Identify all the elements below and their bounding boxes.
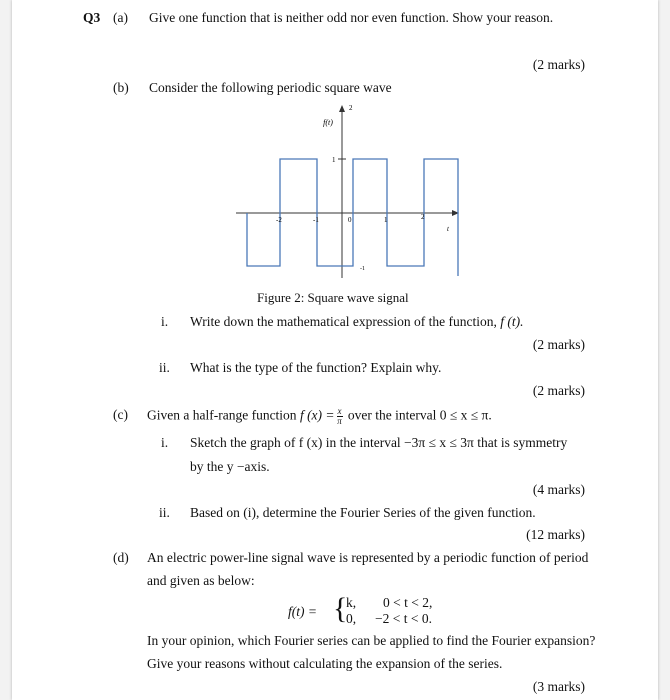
- part-c-i-line2: by the y −axis.: [190, 459, 270, 474]
- x-tick-label-m1: -1: [313, 216, 319, 224]
- x-tick-label-m2: -2: [276, 216, 282, 224]
- y-axis-label: f(t): [323, 118, 333, 127]
- y-tick-label-2: 2: [349, 104, 353, 112]
- part-b-text: Consider the following periodic square wave: [149, 80, 392, 95]
- x-tick-label-p2: 2: [421, 213, 425, 221]
- x-tick-label-p1: 1: [384, 216, 388, 224]
- piecewise-case1-condition: 0 < t < 2,: [383, 595, 433, 610]
- piecewise-case2-condition: −2 < t < 0.: [375, 611, 432, 626]
- part-d-label: (d): [113, 550, 129, 565]
- part-a-label: (a): [113, 10, 128, 25]
- fraction-x-over-pi: $\frac{x}{\pi}$: [337, 406, 342, 426]
- part-c-i-line1: Sketch the graph of f (x) in the interval −3π ≤ x ≤ 3π that is symmetry: [190, 435, 568, 450]
- part-c-ii-label: ii.: [159, 505, 170, 520]
- part-b-ii-text: What is the type of the function? Explain why.: [190, 360, 442, 375]
- part-b-label: (b): [113, 80, 129, 95]
- part-d-line1: An electric power-line signal wave is represented by a periodic function of period: [147, 550, 589, 565]
- part-d-marks: (3 marks): [532, 679, 585, 694]
- piecewise-brace: {: [333, 592, 348, 625]
- part-c-i-label: i.: [161, 435, 169, 450]
- part-b-ii-label: ii.: [159, 360, 170, 375]
- part-a-text: Give one function that is neither odd nor even function. Show your reason.: [149, 10, 554, 25]
- question-number: Q3: [83, 10, 101, 25]
- part-a-marks: (2 marks): [532, 57, 585, 72]
- part-c-i-marks: (4 marks): [532, 482, 585, 497]
- part-c-label: (c): [113, 407, 128, 422]
- x-axis-label: t: [447, 225, 449, 233]
- piecewise-case1-value: k,: [346, 595, 357, 610]
- part-b-i-label: i.: [161, 314, 169, 329]
- y-axis-arrow: [339, 105, 345, 112]
- square-wave-figure: [232, 100, 462, 280]
- part-b-i-marks: (2 marks): [532, 337, 585, 352]
- piecewise-case2-value: 0,: [346, 611, 357, 626]
- y-tick-label-1: 1: [332, 156, 336, 164]
- y-tick-label-neg1: -1: [360, 266, 365, 272]
- part-c-ii-text: Based on (i), determine the Fourier Series of the given function.: [190, 505, 536, 520]
- part-d-line2: and given as below:: [147, 573, 255, 588]
- part-c-text: Given a half-range function f (x) = $\frac{x}{\pi}$ over the interval 0 ≤ x ≤ π.: [147, 406, 492, 426]
- figure-caption: Figure 2: Square wave signal: [257, 290, 409, 305]
- origin-label: 0: [348, 216, 352, 224]
- part-b-i-text: Write down the mathematical expression of the function, f (t).: [190, 314, 524, 329]
- piecewise-lhs: f(t) =: [288, 604, 317, 619]
- part-d-line4: Give your reasons without calculating the expansion of the series.: [147, 656, 503, 671]
- part-c-ii-marks: (12 marks): [526, 527, 585, 542]
- part-b-ii-marks: (2 marks): [532, 383, 585, 398]
- part-d-line3: In your opinion, which Fourier series can be applied to find the Fourier expansion?: [147, 633, 596, 648]
- exam-page: [12, 0, 658, 700]
